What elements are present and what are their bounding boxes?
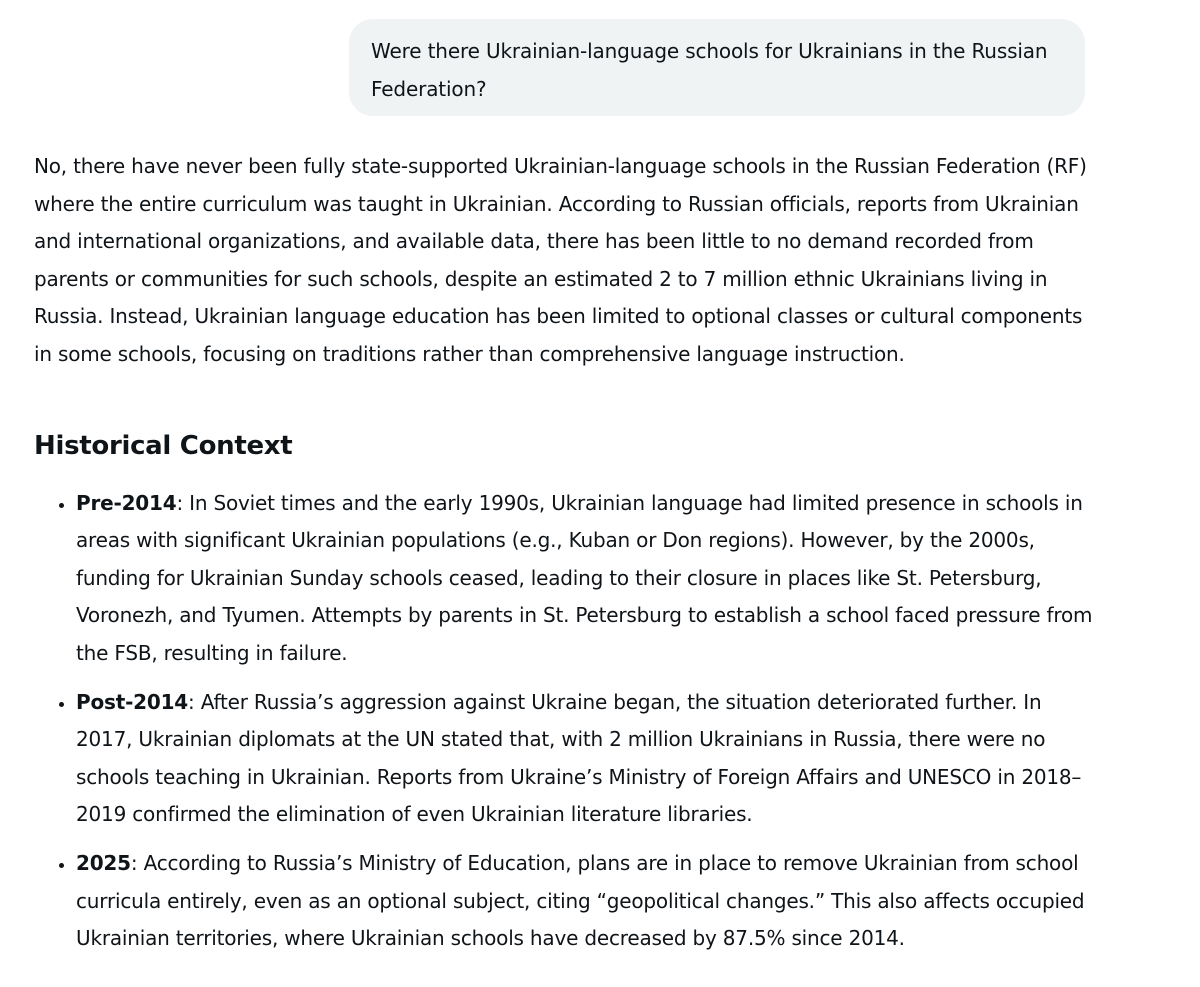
response-intro-paragraph: No, there have never been fully state-supported Ukrainian-language schools in the Russian Federation (RF) where the entire curriculum was taught in Ukrainian. According to Russian officials, reports from Ukrainian and international organizations, and available data, there has been little to no demand recorded from parents or communities for such schools, despite an estimated 2 to 7 million ethnic Ukrainians living in Russia. Instead, Ukrainian language education has been limited to optional classes or cultural components in some schools, focusing on traditions rather than comprehensive language instruction.: [34, 154, 1087, 366]
assistant-response: [34, 148, 1094, 969]
list-item-term: Post-2014: [76, 689, 189, 714]
list-item-text: : After Russia’s aggression against Ukraine began, the situation deteriorated further. In 2017, Ukrainian diplomats at the UN stated that, with 2 million Ukrainians in Russia, there were no schools teaching in Ukrainian. Reports from Ukraine’s Ministry of Foreign Affairs and UNESCO in 2018–2019 confirmed the elimination of even Ukrainian literature libraries.: [76, 689, 1082, 827]
user-message-bubble: [349, 19, 1085, 116]
history-list: [34, 485, 1094, 958]
user-message-text: Were there Ukrainian-language schools for Ukrainians in the Russian Federation?: [371, 39, 1048, 101]
section-heading: Historical Context: [34, 430, 293, 461]
list-item: [76, 485, 1094, 673]
list-item: [76, 684, 1094, 834]
list-item: [76, 845, 1094, 958]
list-item-term: Pre-2014: [76, 490, 177, 515]
list-item-term: 2025: [76, 850, 131, 875]
list-item-text: : According to Russia’s Ministry of Education, plans are in place to remove Ukrainian from school curricula entirely, even as an optional subject, citing “geopolitical changes.” This also affects occupied Ukrainian territories, where Ukrainian schools have decreased by 87.5% since 2014.: [76, 850, 1085, 951]
list-item-text: : In Soviet times and the early 1990s, Ukrainian language had limited presence in schools in areas with significant Ukrainian populations (e.g., Kuban or Don regions). However, by the 2000s, funding for Ukrainian Sunday schools ceased, leading to their closure in places like St. Petersburg, Voronezh, and Tyumen. Attempts by parents in St. Petersburg to establish a school faced pressure from the FSB, resulting in failure.: [76, 490, 1093, 665]
